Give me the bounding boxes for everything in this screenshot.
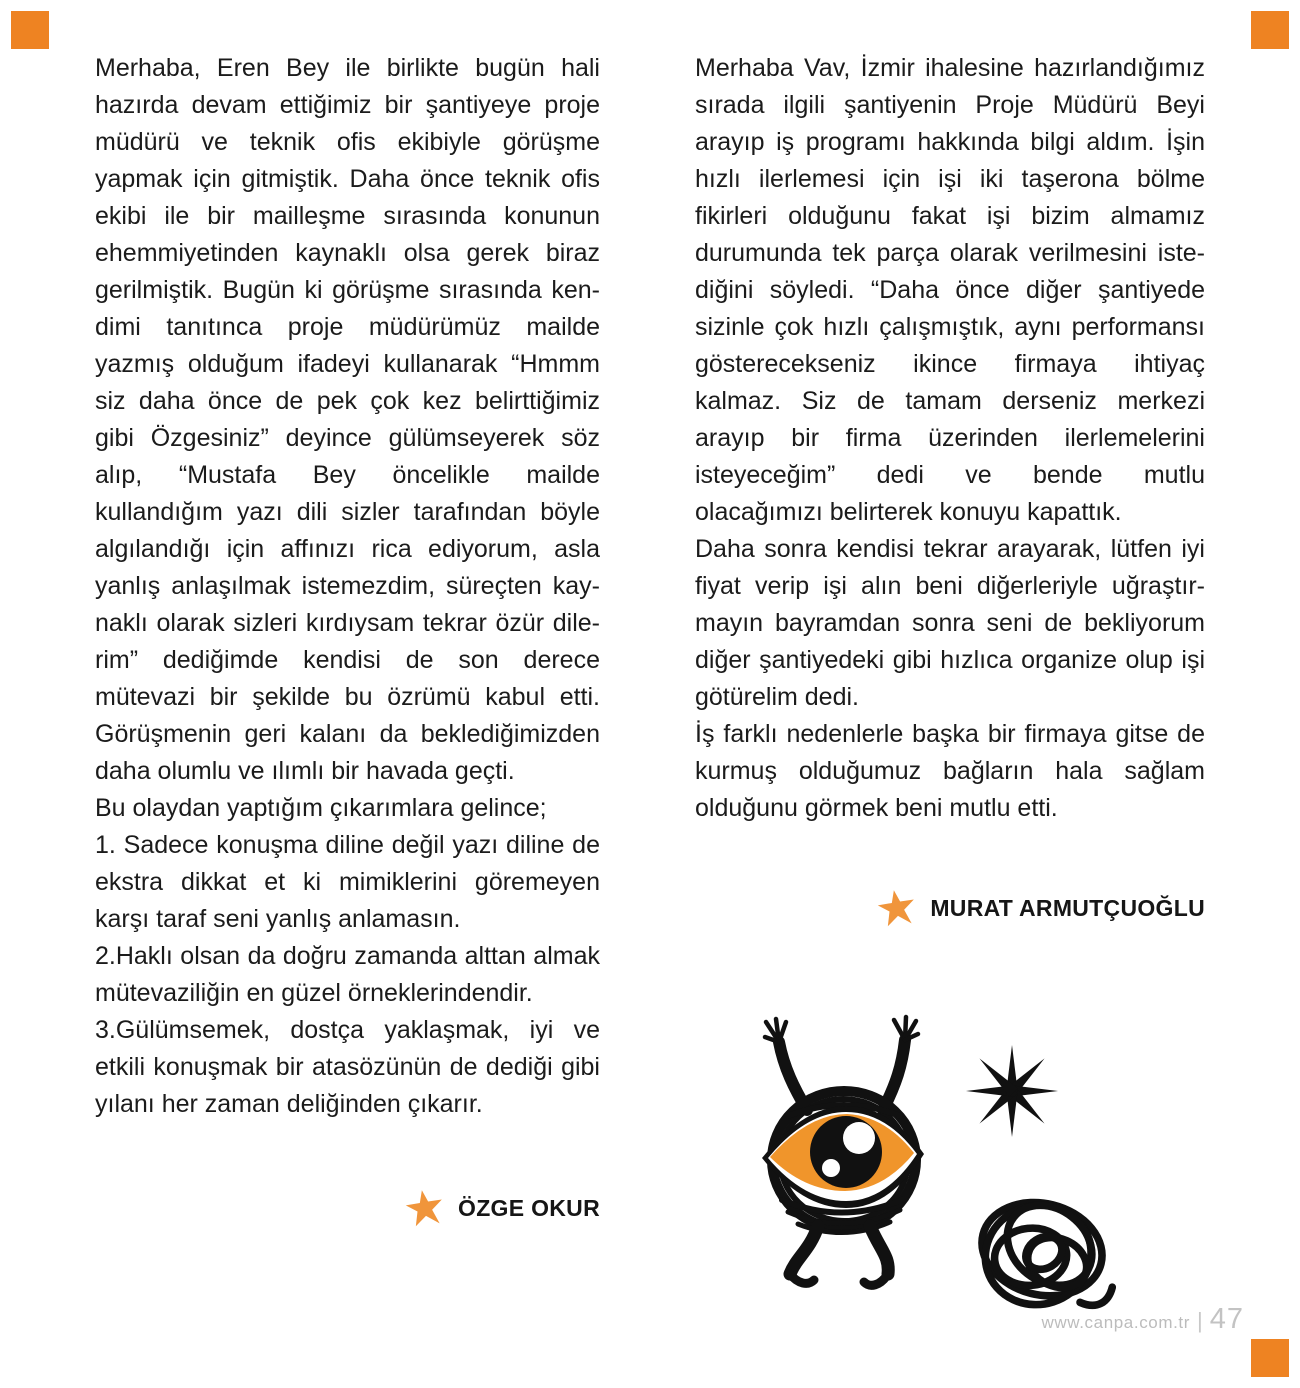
text-line: Merhaba Vav, İzmir ihalesine hazırlandığımız xyxy=(695,54,1205,82)
text-line: olacağımızı belirterek konuyu kapattık. xyxy=(695,498,1122,526)
text-line: gibi Özgesiniz” deyince gülümseyerek söz xyxy=(95,424,600,452)
paragraph xyxy=(695,50,1205,531)
left-column-paragraphs xyxy=(95,50,600,1123)
text-line: mütevazi bir şekilde bu özrümü kabul etti. xyxy=(95,683,600,711)
text-line: diğini söyledi. “Daha önce diğer şantiyede xyxy=(695,276,1205,304)
byline-ozge-okur xyxy=(95,1187,600,1229)
byline-murat-armutcuoglu xyxy=(695,887,1205,929)
text-line: 3.Gülümsemek, dostça yaklaşmak, iyi ve xyxy=(95,1016,600,1044)
star-icon xyxy=(876,887,918,929)
text-line: algılandığı için affınızı rica ediyorum, asla xyxy=(95,535,600,563)
left-text-column xyxy=(95,50,600,1229)
text-line: İş farklı nedenlerle başka bir firmaya gitse de xyxy=(695,720,1205,748)
paragraph xyxy=(95,790,600,827)
text-line: arayıp iş programı hakkında bilgi aldım. İşin xyxy=(695,128,1205,156)
text-line: karşı taraf seni yanlış anlamasın. xyxy=(95,905,461,933)
text-line: rim” dediğimde kendisi de son derece xyxy=(95,646,600,674)
text-line: ekibi ile bir mailleşme sırasında konunun xyxy=(95,202,600,230)
text-line: fiyat verip işi alın beni diğerleriyle uğraştır- xyxy=(695,572,1205,600)
paragraph xyxy=(695,531,1205,716)
asterisk-doodle-icon xyxy=(962,1042,1062,1140)
text-line: sırada ilgili şantiyenin Proje Müdürü Beyi xyxy=(695,91,1205,119)
text-line: 2.Haklı olsan da doğru zamanda alttan almak xyxy=(95,942,600,970)
text-line: Bu olaydan yaptığım çıkarımlara gelince; xyxy=(95,794,547,822)
author-name: ÖZGE OKUR xyxy=(458,1194,600,1221)
text-line: kalmaz. Siz de tamam derseniz merkezi xyxy=(695,387,1205,415)
corner-square-top-right xyxy=(1251,11,1289,49)
eye-creature-illustration xyxy=(752,1010,938,1298)
text-line: Görüşmenin geri kalanı da beklediğimizden xyxy=(95,720,600,748)
text-line: sizinle çok hızlı çalışmıştık, aynı performansı xyxy=(695,313,1205,341)
text-line: olduğunu görmek beni mutlu etti. xyxy=(695,794,1058,822)
text-line: hazırda devam ettiğimiz bir şantiyeye proje xyxy=(95,91,600,119)
paragraph xyxy=(95,827,600,938)
footer-divider: | xyxy=(1197,1308,1203,1333)
text-line: arayıp bir firma üzerinden ilerlemelerini xyxy=(695,424,1205,452)
text-line: Daha sonra kendisi tekrar arayarak, lütfen iyi xyxy=(695,535,1205,563)
text-line: gerilmiştik. Bugün ki görüşme sırasında ken- xyxy=(95,276,600,304)
text-line: kurmuş olduğumuz bağların hala sağlam xyxy=(695,757,1205,785)
text-line: yazmış olduğum ifadeyi kullanarak “Hmmm xyxy=(95,350,600,378)
text-line: mütevaziliğin en güzel örneklerindendir. xyxy=(95,979,533,1007)
text-line: 1. Sadece konuşma diline değil yazı diline de xyxy=(95,831,600,859)
text-line: müdürü ve teknik ofis ekibiyle görüşme xyxy=(95,128,600,156)
right-text-column xyxy=(695,50,1205,929)
text-line: Merhaba, Eren Bey ile birlikte bugün hali xyxy=(95,54,600,82)
text-line: mayın bayramdan sonra seni de bekliyorum xyxy=(695,609,1205,637)
text-line: yılanı her zaman deliğinden çıkarır. xyxy=(95,1090,483,1118)
text-line: yapmak için gitmiştik. Daha önce teknik ofis xyxy=(95,165,600,193)
author-name: MURAT ARMUTÇUOĞLU xyxy=(930,894,1205,921)
star-icon xyxy=(404,1187,446,1229)
right-column-paragraphs xyxy=(695,50,1205,827)
text-line: götürelim dedi. xyxy=(695,683,859,711)
text-line: hızlı ilerlemesi için işi iki taşerona bölme xyxy=(695,165,1205,193)
text-line: ekstra dikkat et ki mimiklerini göremeyen xyxy=(95,868,600,896)
corner-square-top-left xyxy=(11,11,49,49)
text-line: isteyeceğim” dedi ve bende mutlu xyxy=(695,461,1205,489)
page-number: 47 xyxy=(1209,1303,1244,1335)
paragraph xyxy=(95,938,600,1012)
text-line: etkili konuşmak bir atasözünün de dediği gibi xyxy=(95,1053,600,1081)
paragraph xyxy=(695,716,1205,827)
text-line: durumunda tek parça olarak verilmesini iste- xyxy=(695,239,1205,267)
text-line: naklı olarak sizleri kırdıysam tekrar özür dile- xyxy=(95,609,600,637)
text-line: yanlış anlaşılmak istemezdim, süreçten kay- xyxy=(95,572,600,600)
text-line: alıp, “Mustafa Bey öncelikle mailde xyxy=(95,461,600,489)
website-url: www.canpa.com.tr xyxy=(1041,1313,1191,1332)
text-line: ehemmiyetinden kaynaklı olsa gerek biraz xyxy=(95,239,600,267)
text-line: fikirleri olduğunu fakat işi bizim almamız xyxy=(695,202,1205,230)
text-line: diğer şantiyedeki gibi hızlıca organize olup işi xyxy=(695,646,1205,674)
text-line: daha olumlu ve ılımlı bir havada geçti. xyxy=(95,757,515,785)
text-line: siz daha önce de pek çok kez belirttiğimiz xyxy=(95,387,600,415)
corner-square-bottom-right xyxy=(1251,1339,1289,1377)
paragraph xyxy=(95,50,600,790)
text-line: gösterecekseniz ikince firmaya ihtiyaç xyxy=(695,350,1205,378)
paragraph xyxy=(95,1012,600,1123)
text-line: kullandığım yazı dili sizler tarafından böyle xyxy=(95,498,600,526)
text-line: dimi tanıtınca proje müdürümüz mailde xyxy=(95,313,600,341)
page-footer xyxy=(1042,1303,1244,1336)
